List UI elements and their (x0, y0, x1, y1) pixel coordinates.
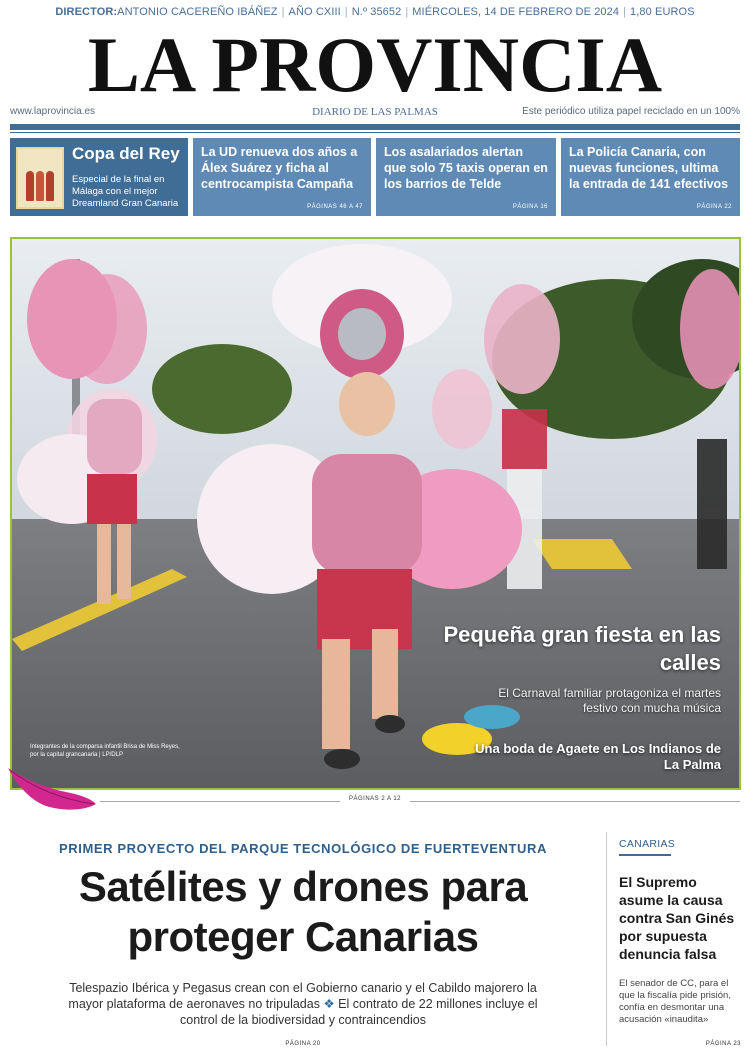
teaser-title: Los asalariados alertan que solo 75 taxis operan en los barrios de Telde (384, 145, 548, 191)
teaser-ud-renueva[interactable] (193, 138, 371, 216)
teaser-title: La Policía Canaria, con nuevas funciones, ultima la entrada de 141 efectivos (569, 145, 729, 191)
photo-page-ref: PÁGINAS 2 A 12 (348, 796, 402, 802)
section-underline (619, 854, 671, 856)
recycled-paper-note: Este periódico utiliza papel reciclado en un 100% (522, 106, 740, 117)
teaser-title: Copa del Rey (72, 144, 180, 163)
pink-feather-decoration (6, 760, 98, 820)
main-story-page-ref: PÁGINA 20 (285, 1041, 321, 1047)
photo-headline[interactable]: Pequeña gran fiesta en las calles (443, 622, 721, 675)
masthead-rule-thin (10, 132, 740, 133)
side-story-text: El senador de CC, para el que la fiscalía pide prisión, confía en desmontar una acusación «inaudita» (619, 978, 731, 1025)
issue-price: 1,80 EUROS (630, 6, 695, 18)
director-label: DIRECTOR: (55, 6, 118, 18)
teaser-copa-del-rey[interactable] (10, 138, 188, 216)
summary-part-a: Telespazio Ibérica y Pegasus crean con el Gobierno canario y el Cabildo majorero la mayor plataforma de aeronaves no tripuladas (68, 981, 537, 1011)
main-story-kicker: PRIMER PROYECTO DEL PARQUE TECNOLÓGICO DE FUERTEVENTURA (58, 841, 548, 856)
teaser-policia-canaria[interactable] (561, 138, 740, 216)
teaser-strip (10, 138, 740, 216)
side-section-label: CANARIAS (619, 838, 676, 850)
issue-year: AÑO CXIII (288, 6, 341, 18)
bullet-icon: ❖ (323, 997, 335, 1011)
teaser-text: Especial de la final en Málaga con el mejor Dreamland Gran Canaria (72, 174, 179, 209)
teaser-title: La UD renueva dos años a Álex Suárez y ficha al centrocampista Campaña (201, 145, 358, 191)
masthead-subrow (10, 106, 740, 120)
side-story-headline[interactable]: El Supremo asume la causa contra San Ginés por supuesta denuncia falsa (619, 874, 735, 962)
carnival-photo[interactable] (10, 237, 741, 790)
teaser-page: PÁGINA 16 (512, 204, 548, 210)
summary-part-b: El contrato de 22 millones incluye el control de la biodiversidad y contraincendios (180, 997, 538, 1027)
main-story-headline[interactable]: Satélites y drones para proteger Canarias (78, 863, 528, 960)
issue-number: N.º 35652 (351, 6, 402, 18)
photo-secondary-story[interactable]: Una boda de Agaete en Los Indianos de La Palma (475, 741, 721, 772)
teaser-page: PÁGINA 22 (696, 204, 732, 210)
teaser-taxis-telde[interactable] (376, 138, 556, 216)
photo-caption: Integrantes de la comparsa infantil Brisa de Miss Reyes, por la capital grancanaria | LP/DLP (30, 744, 180, 758)
newspaper-masthead: LA PROVINCIA (87, 21, 663, 108)
issue-info-line: DIRECTOR:ANTONIO CACEREÑO IBÁÑEZ | AÑO CXIII | N.º 35652 | MIÉRCOLES, 14 DE FEBRERO DE 2024 | 1,80 EUROS (55, 6, 695, 18)
masthead-rule (10, 124, 740, 130)
side-story-page-ref: PÁGINA 23 (705, 1041, 741, 1047)
page-rule-right (410, 801, 740, 802)
masthead-subtitle: DIARIO DE LAS PALMAS (312, 106, 438, 118)
issue-date: MIÉRCOLES, 14 DE FEBRERO DE 2024 (412, 6, 620, 18)
director-name: ANTONIO CACEREÑO IBÁÑEZ (117, 6, 278, 18)
photo-subhead: El Carnaval familiar protagoniza el martes festivo con mucha música (498, 686, 721, 715)
photo-page-row (10, 796, 740, 806)
teaser-page: PÁGINAS 46 A 47 (307, 204, 363, 210)
website-link[interactable]: www.laprovincia.es (10, 106, 96, 117)
copa-cover-thumbnail (16, 147, 64, 209)
main-story-summary (60, 980, 546, 1028)
column-divider (606, 832, 607, 1046)
